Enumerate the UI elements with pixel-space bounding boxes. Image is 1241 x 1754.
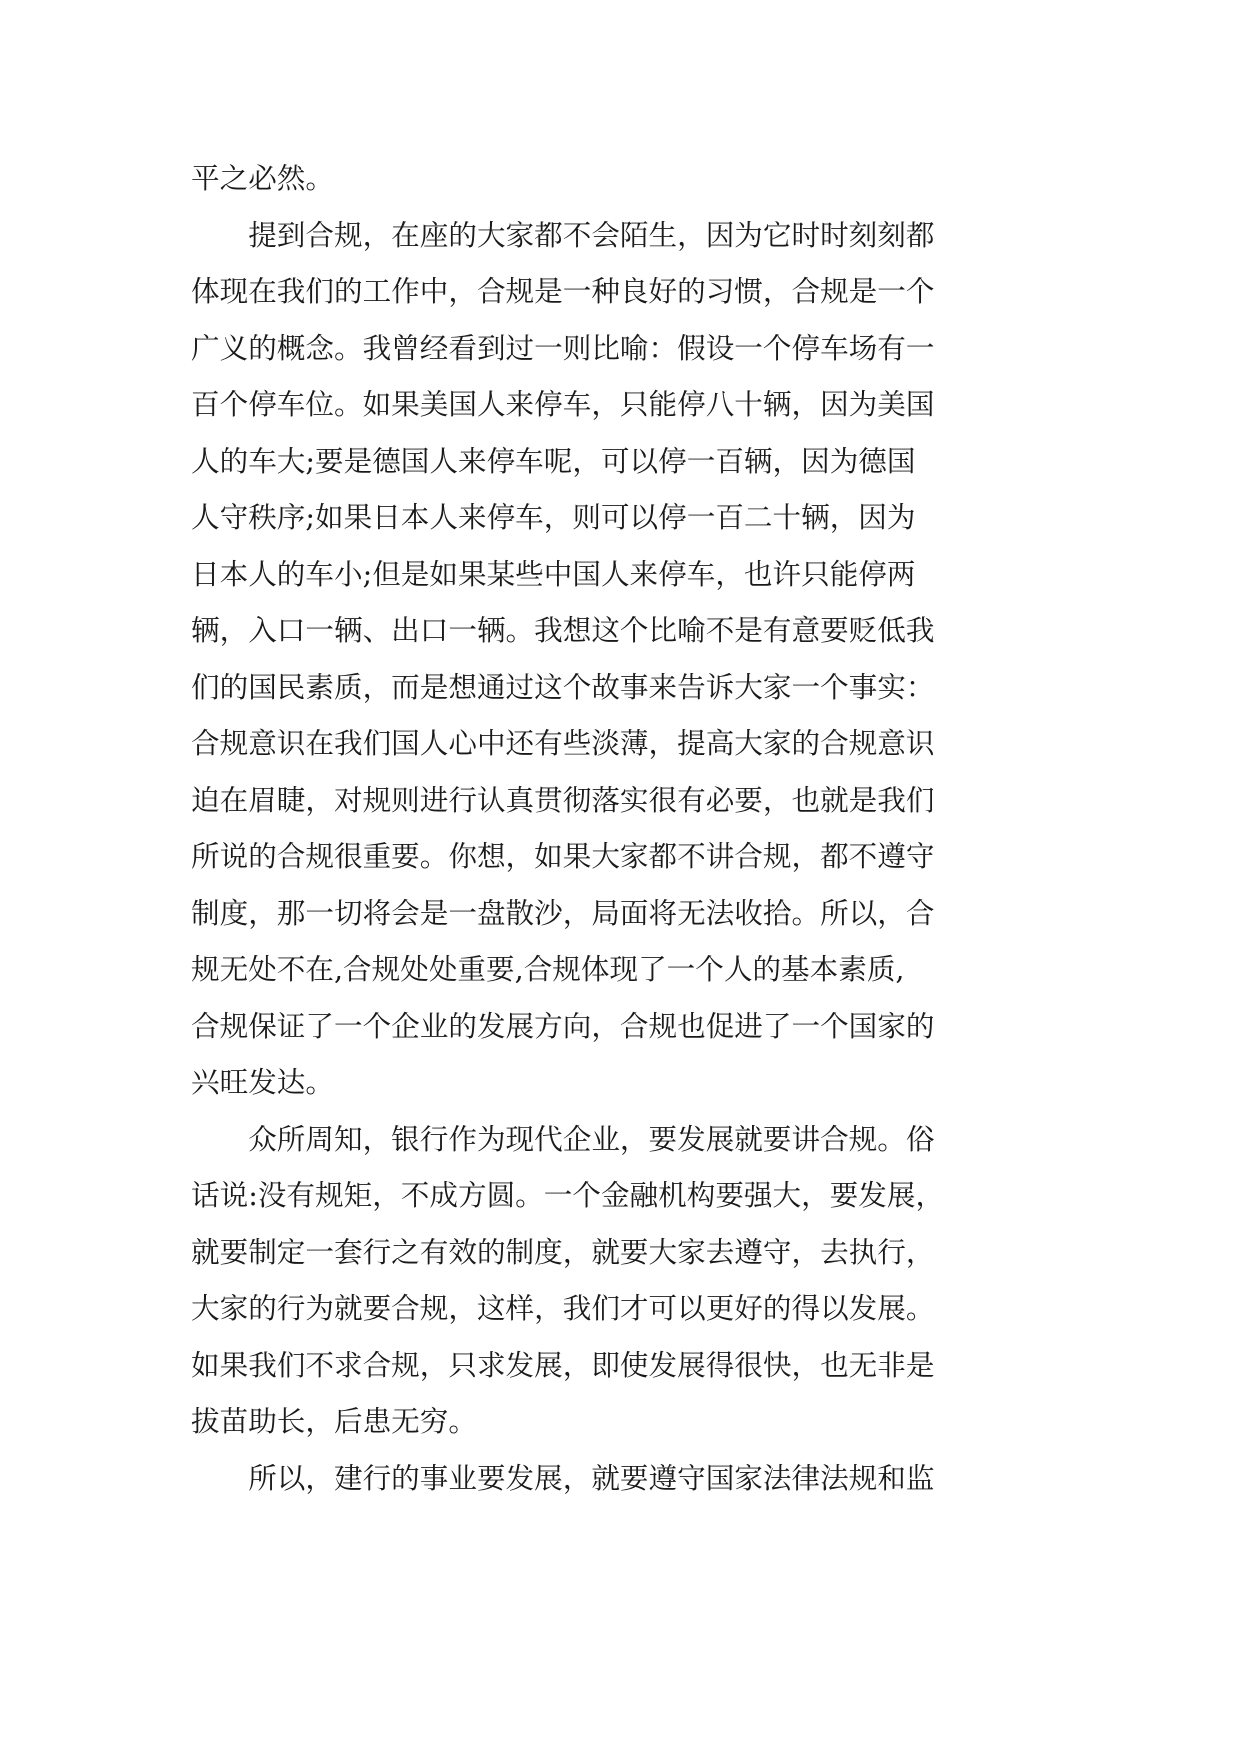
text-line: 体现在我们的工作中，合规是一种良好的习惯，合规是一个 <box>191 274 935 308</box>
text-line: 广义的概念。我曾经看到过一则比喻：假设一个停车场有一 <box>191 330 935 365</box>
text-line: 众所周知，银行作为现代企业，要发展就要讲合规。俗 <box>191 1121 935 1156</box>
text-line: 大家的行为就要合规，这样，我们才可以更好的得以发展。 <box>191 1291 935 1325</box>
text-line: 迫在眉睫，对规则进行认真贯彻落实很有必要，也就是我们 <box>191 782 935 817</box>
text-line: 所说的合规很重要。你想，如果大家都不讲合规，都不遵守 <box>191 839 935 873</box>
text-line: 话说:没有规矩，不成方圆。一个金融机构要强大，要发展， <box>191 1178 945 1212</box>
text-line: 兴旺发达。 <box>191 1065 334 1099</box>
text-line: 人守秩序;如果日本人来停车，则可以停一百二十辆，因为 <box>191 500 916 534</box>
text-line: 日本人的车小;但是如果某些中国人来停车，也许只能停两 <box>191 556 916 591</box>
text-line: 拔苗助长，后患无穷。 <box>191 1404 477 1438</box>
text-line: 规无处不在,合规处处重要,合规体现了一个人的基本素质, <box>191 952 905 986</box>
text-line: 所以，建行的事业要发展，就要遵守国家法律法规和监 <box>191 1460 935 1495</box>
text-line: 就要制定一套行之有效的制度，就要大家去遵守，去执行， <box>191 1234 935 1269</box>
text-line: 辆，入口一辆、出口一辆。我想这个比喻不是有意要贬低我 <box>191 613 935 647</box>
body-text <box>191 150 1051 1506</box>
text-line: 合规保证了一个企业的发展方向，合规也促进了一个国家的 <box>191 1008 935 1043</box>
text-line: 人的车大;要是德国人来停车呢，可以停一百辆，因为德国 <box>191 443 916 478</box>
text-line: 如果我们不求合规，只求发展，即使发展得很快，也无非是 <box>191 1347 935 1382</box>
text-line: 制度，那一切将会是一盘散沙，局面将无法收拾。所以，合 <box>191 895 935 930</box>
text-line: 百个停车位。如果美国人来停车，只能停八十辆，因为美国 <box>191 387 935 421</box>
text-line: 提到合规，在座的大家都不会陌生，因为它时时刻刻都 <box>191 217 935 252</box>
text-line: 们的国民素质，而是想通过这个故事来告诉大家一个事实： <box>191 669 935 704</box>
text-line: 合规意识在我们国人心中还有些淡薄，提高大家的合规意识 <box>191 726 935 760</box>
text-line: 平之必然。 <box>191 161 334 195</box>
